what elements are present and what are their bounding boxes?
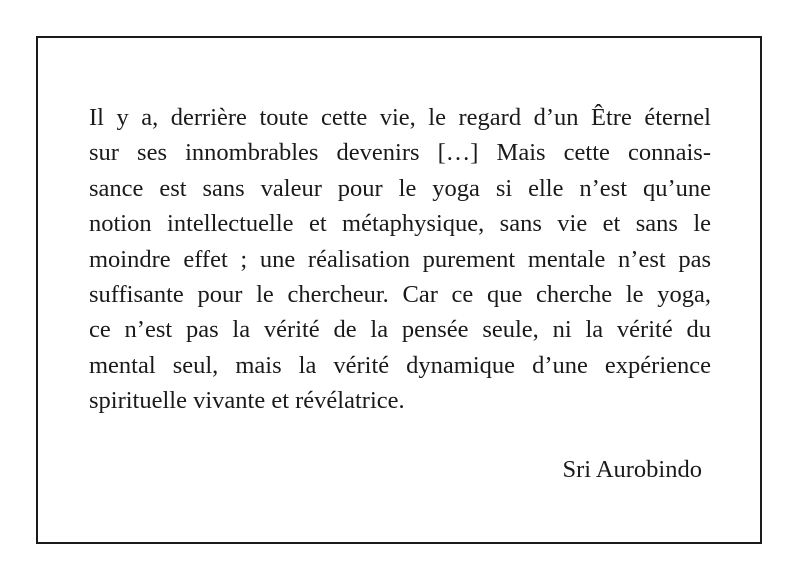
- quote-line: suffisante pour le chercheur. Car ce que cherche le yoga,: [89, 281, 711, 309]
- quote-line: Il y a, derrière toute cette vie, le regard d’un Être éternel: [89, 104, 711, 131]
- quote-line: sur ses innombrables devenirs […] Mais cette connais-: [89, 139, 711, 167]
- quote-line: notion intellectuelle et métaphysique, sans vie et sans le: [89, 210, 711, 238]
- quote-line: sance est sans valeur pour le yoga si elle n’est qu’une: [89, 174, 711, 202]
- quote-line: mental seul, mais la vérité dynamique d’une expérience: [89, 351, 711, 379]
- quote-text: [89, 100, 711, 419]
- quote-line: spirituelle vivante et révélatrice.: [89, 387, 405, 415]
- quote-author: Sri Aurobindo: [562, 456, 702, 483]
- quote-card: [36, 36, 762, 544]
- quote-line: ce n’est pas la vérité de la pensée seule, ni la vérité du: [89, 316, 711, 344]
- quote-line: moindre effet ; une réalisation purement mentale n’est pas: [89, 245, 711, 273]
